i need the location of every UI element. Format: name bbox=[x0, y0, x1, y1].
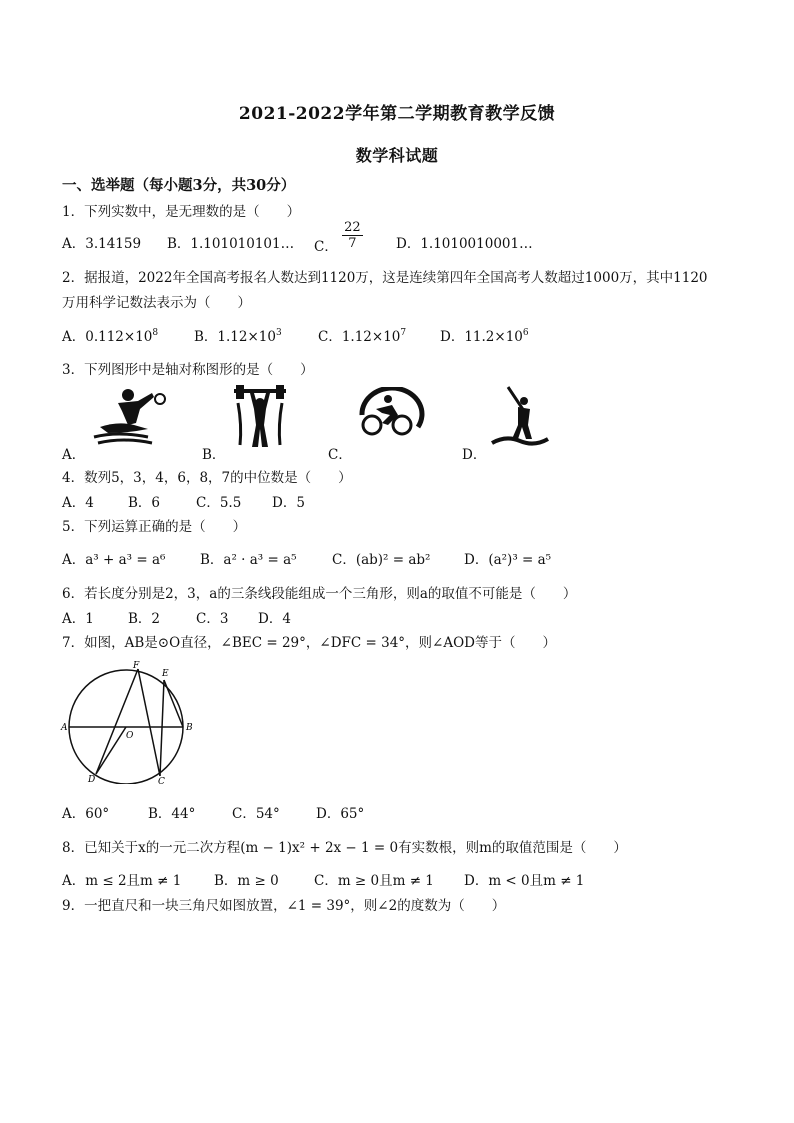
chord-ec bbox=[160, 680, 164, 776]
q7-stem: 7．如图，AB是⊙O直径，∠BEC = 29°，∠DFC = 34°，则∠AOD等于（ ） bbox=[62, 635, 556, 651]
label-f: F bbox=[133, 661, 140, 671]
q1-option-a: A．3.14159 bbox=[62, 236, 142, 252]
q2-option-c-exp: 7 bbox=[400, 328, 407, 338]
fraction-numerator: 22 bbox=[344, 220, 361, 235]
section-heading: 一、选举题（每小题3分，共30分） bbox=[62, 177, 296, 194]
q2-option-b bbox=[194, 325, 282, 345]
q8-option-a: A．m ≤ 2且m ≠ 1 bbox=[62, 873, 182, 889]
label-c: C bbox=[158, 777, 165, 784]
q3-stem: 3．下列图形中是轴对称图形的是（ ） bbox=[62, 362, 314, 378]
q4-option-b: B．6 bbox=[128, 495, 161, 511]
q2-option-a-base: A．0.112×10 bbox=[62, 329, 153, 345]
q2-option-a-exp: 8 bbox=[152, 328, 159, 338]
q2-option-b-base: B．1.12×10 bbox=[194, 329, 276, 345]
q5-option-a: A．a³ + a³ = a⁶ bbox=[62, 552, 166, 568]
q9-stem: 9．一把直尺和一块三角尺如图放置，∠1 = 39°，则∠2的度数为（ ） bbox=[62, 898, 506, 914]
q4-option-a: A．4 bbox=[62, 495, 94, 511]
q5-option-c: C．(ab)² = ab² bbox=[332, 552, 431, 568]
q2-option-c bbox=[318, 325, 406, 345]
chord-fd bbox=[96, 669, 138, 774]
q8-option-c: C．m ≥ 0且m ≠ 1 bbox=[314, 873, 434, 889]
fraction-denominator: 7 bbox=[348, 236, 357, 251]
golfer-icon bbox=[490, 385, 550, 449]
q3-option-b-label: B． bbox=[202, 447, 226, 463]
chord-fc bbox=[138, 669, 160, 776]
q2-option-b-exp: 3 bbox=[275, 328, 282, 338]
q6-option-a: A．1 bbox=[62, 611, 94, 627]
q4-option-c: C．5.5 bbox=[196, 495, 242, 511]
label-e: E bbox=[162, 669, 169, 679]
q3-option-d-label: D． bbox=[462, 447, 487, 463]
q2-stem-line1: 2．据报道，2022年全国高考报名人数达到1120万，这是连续第四年全国高考人数超过1000万，其中1120 bbox=[62, 270, 708, 286]
q5-option-b: B．a² · a³ = a⁵ bbox=[200, 552, 297, 568]
q6-option-b: B．2 bbox=[128, 611, 161, 627]
q2-option-d-exp: 6 bbox=[522, 328, 529, 338]
label-o: O bbox=[126, 731, 134, 741]
weightlifter-icon bbox=[232, 385, 288, 449]
page-title: 2021-2022学年第二学期教育教学反馈 bbox=[238, 104, 556, 124]
q4-option-d: D．5 bbox=[272, 495, 305, 511]
q6-option-d: D．4 bbox=[258, 611, 291, 627]
cyclist-icon bbox=[352, 387, 428, 443]
circle-diagram bbox=[60, 660, 200, 784]
q1-option-c-prefix: C． bbox=[314, 239, 338, 255]
q5-stem: 5．下列运算正确的是（ ） bbox=[62, 519, 247, 535]
q4-stem: 4．数列5，3，4，6，8，7的中位数是（ ） bbox=[62, 470, 352, 486]
q1-option-d: D．1.1010010001… bbox=[396, 236, 533, 252]
q8-stem: 8．已知关于x的一元二次方程(m − 1)x² + 2x − 1 = 0有实数根，则m的取值范围是（ ） bbox=[62, 840, 627, 856]
q8-option-b: B．m ≥ 0 bbox=[214, 873, 279, 889]
label-b: B bbox=[186, 723, 193, 733]
q7-option-d: D．65° bbox=[316, 806, 365, 822]
q6-stem: 6．若长度分别是2，3，a的三条线段能组成一个三角形，则a的取值不可能是（ ） bbox=[62, 586, 577, 602]
q6-option-c: C．3 bbox=[196, 611, 229, 627]
q2-stem-line2: 万用科学记数法表示为（ ） bbox=[62, 295, 251, 311]
q5-option-d: D．(a²)³ = a⁵ bbox=[464, 552, 552, 568]
q2-option-d bbox=[440, 325, 529, 345]
chord-eb bbox=[164, 680, 183, 727]
q2-option-d-base: D．11.2×10 bbox=[440, 329, 523, 345]
page-subtitle: 数学科试题 bbox=[355, 146, 439, 165]
q1-option-b: B．1.101010101… bbox=[167, 236, 295, 252]
label-a: A bbox=[61, 723, 68, 733]
radius-od bbox=[96, 727, 126, 774]
q1-option-c-fraction bbox=[342, 220, 363, 251]
q2-option-c-base: C．1.12×10 bbox=[318, 329, 401, 345]
q3-option-c-label: C． bbox=[328, 447, 352, 463]
q3-figures bbox=[62, 385, 582, 463]
q2-option-a bbox=[62, 325, 158, 345]
q7-option-a: A．60° bbox=[62, 806, 110, 822]
q1-option-c bbox=[314, 220, 363, 255]
q3-option-a-label: A． bbox=[62, 447, 86, 463]
q8-option-d: D．m < 0且m ≠ 1 bbox=[464, 873, 585, 889]
volleyball-athlete-icon bbox=[88, 385, 168, 449]
q1-stem: 1．下列实数中，是无理数的是（ ） bbox=[62, 204, 301, 220]
q7-option-b: B．44° bbox=[148, 806, 196, 822]
label-d: D bbox=[88, 775, 96, 784]
q7-option-c: C．54° bbox=[232, 806, 280, 822]
